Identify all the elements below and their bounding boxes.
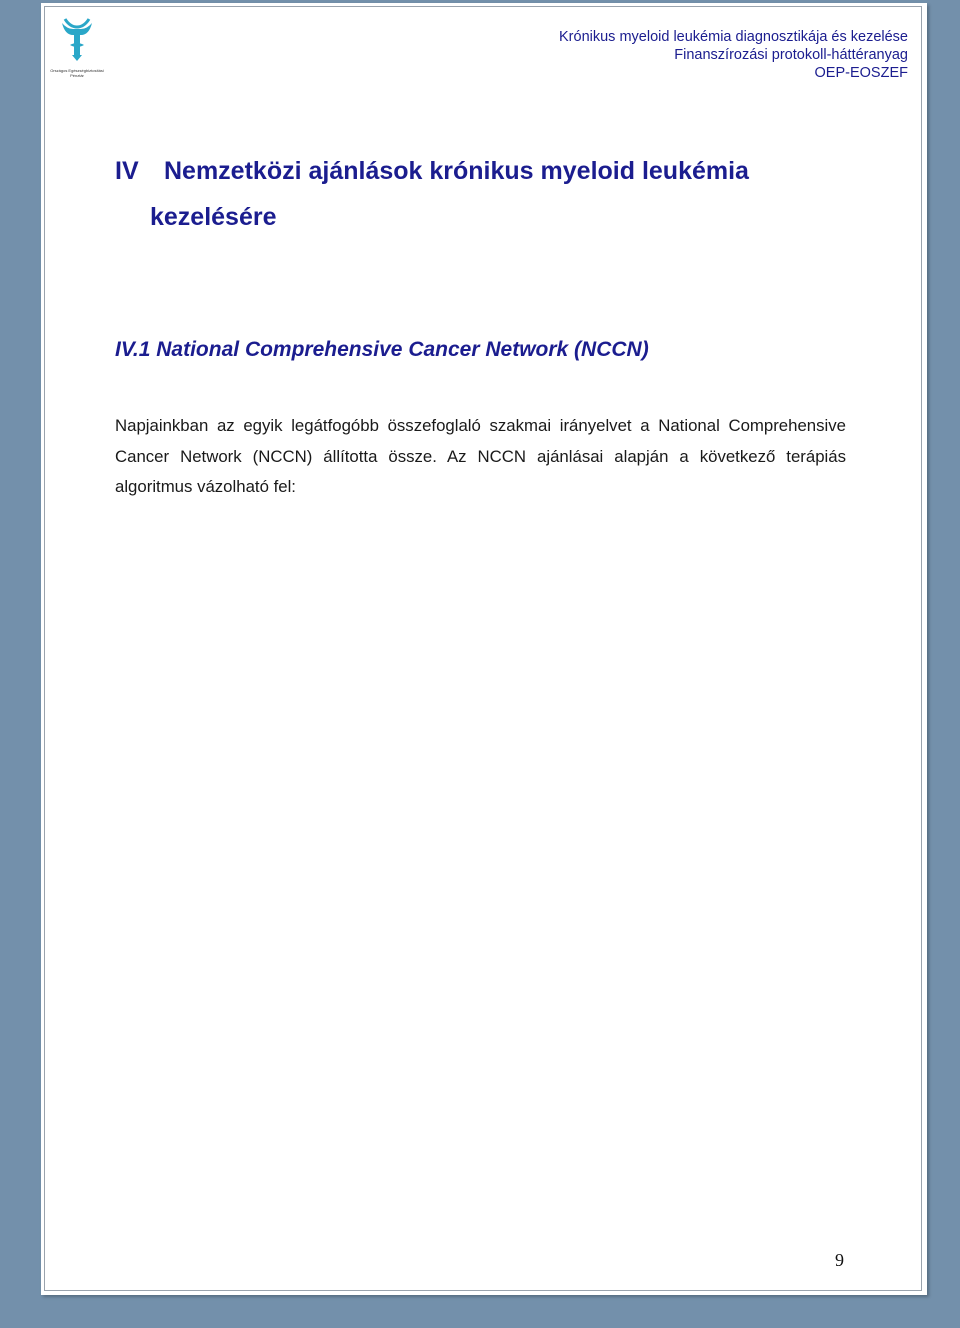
header-org: OEP-EOSZEF bbox=[814, 65, 908, 81]
chapter-number: IV bbox=[115, 157, 139, 185]
body-paragraph: Napjainkban az egyik legátfogóbb összefoglaló szakmai irányelvet a National Comprehensive Cancer Network (NCCN) állította össze. Az NCCN ajánlásai alapján a következő terápiás algoritmus vázolható fel: bbox=[115, 416, 846, 496]
page-number: 9 bbox=[835, 1250, 844, 1270]
header-subtitle: Finanszírozási protokoll-háttéranyag bbox=[674, 47, 908, 63]
chapter-title-line2: kezelésére bbox=[150, 203, 277, 231]
header-title: Krónikus myeloid leukémia diagnosztikája és kezelése bbox=[559, 29, 908, 45]
logo-caption: Országos Egészségbiztosítási Pénztár bbox=[50, 68, 104, 78]
document-page bbox=[41, 3, 927, 1295]
running-header bbox=[559, 28, 908, 82]
oep-logo bbox=[41, 15, 113, 78]
section-heading: IV.1 National Comprehensive Cancer Network (NCCN) bbox=[115, 338, 649, 361]
chapter-heading bbox=[115, 148, 875, 240]
chapter-title-line1: Nemzetközi ajánlások krónikus myeloid leukémia bbox=[164, 157, 749, 185]
oep-logo-icon bbox=[41, 15, 113, 67]
